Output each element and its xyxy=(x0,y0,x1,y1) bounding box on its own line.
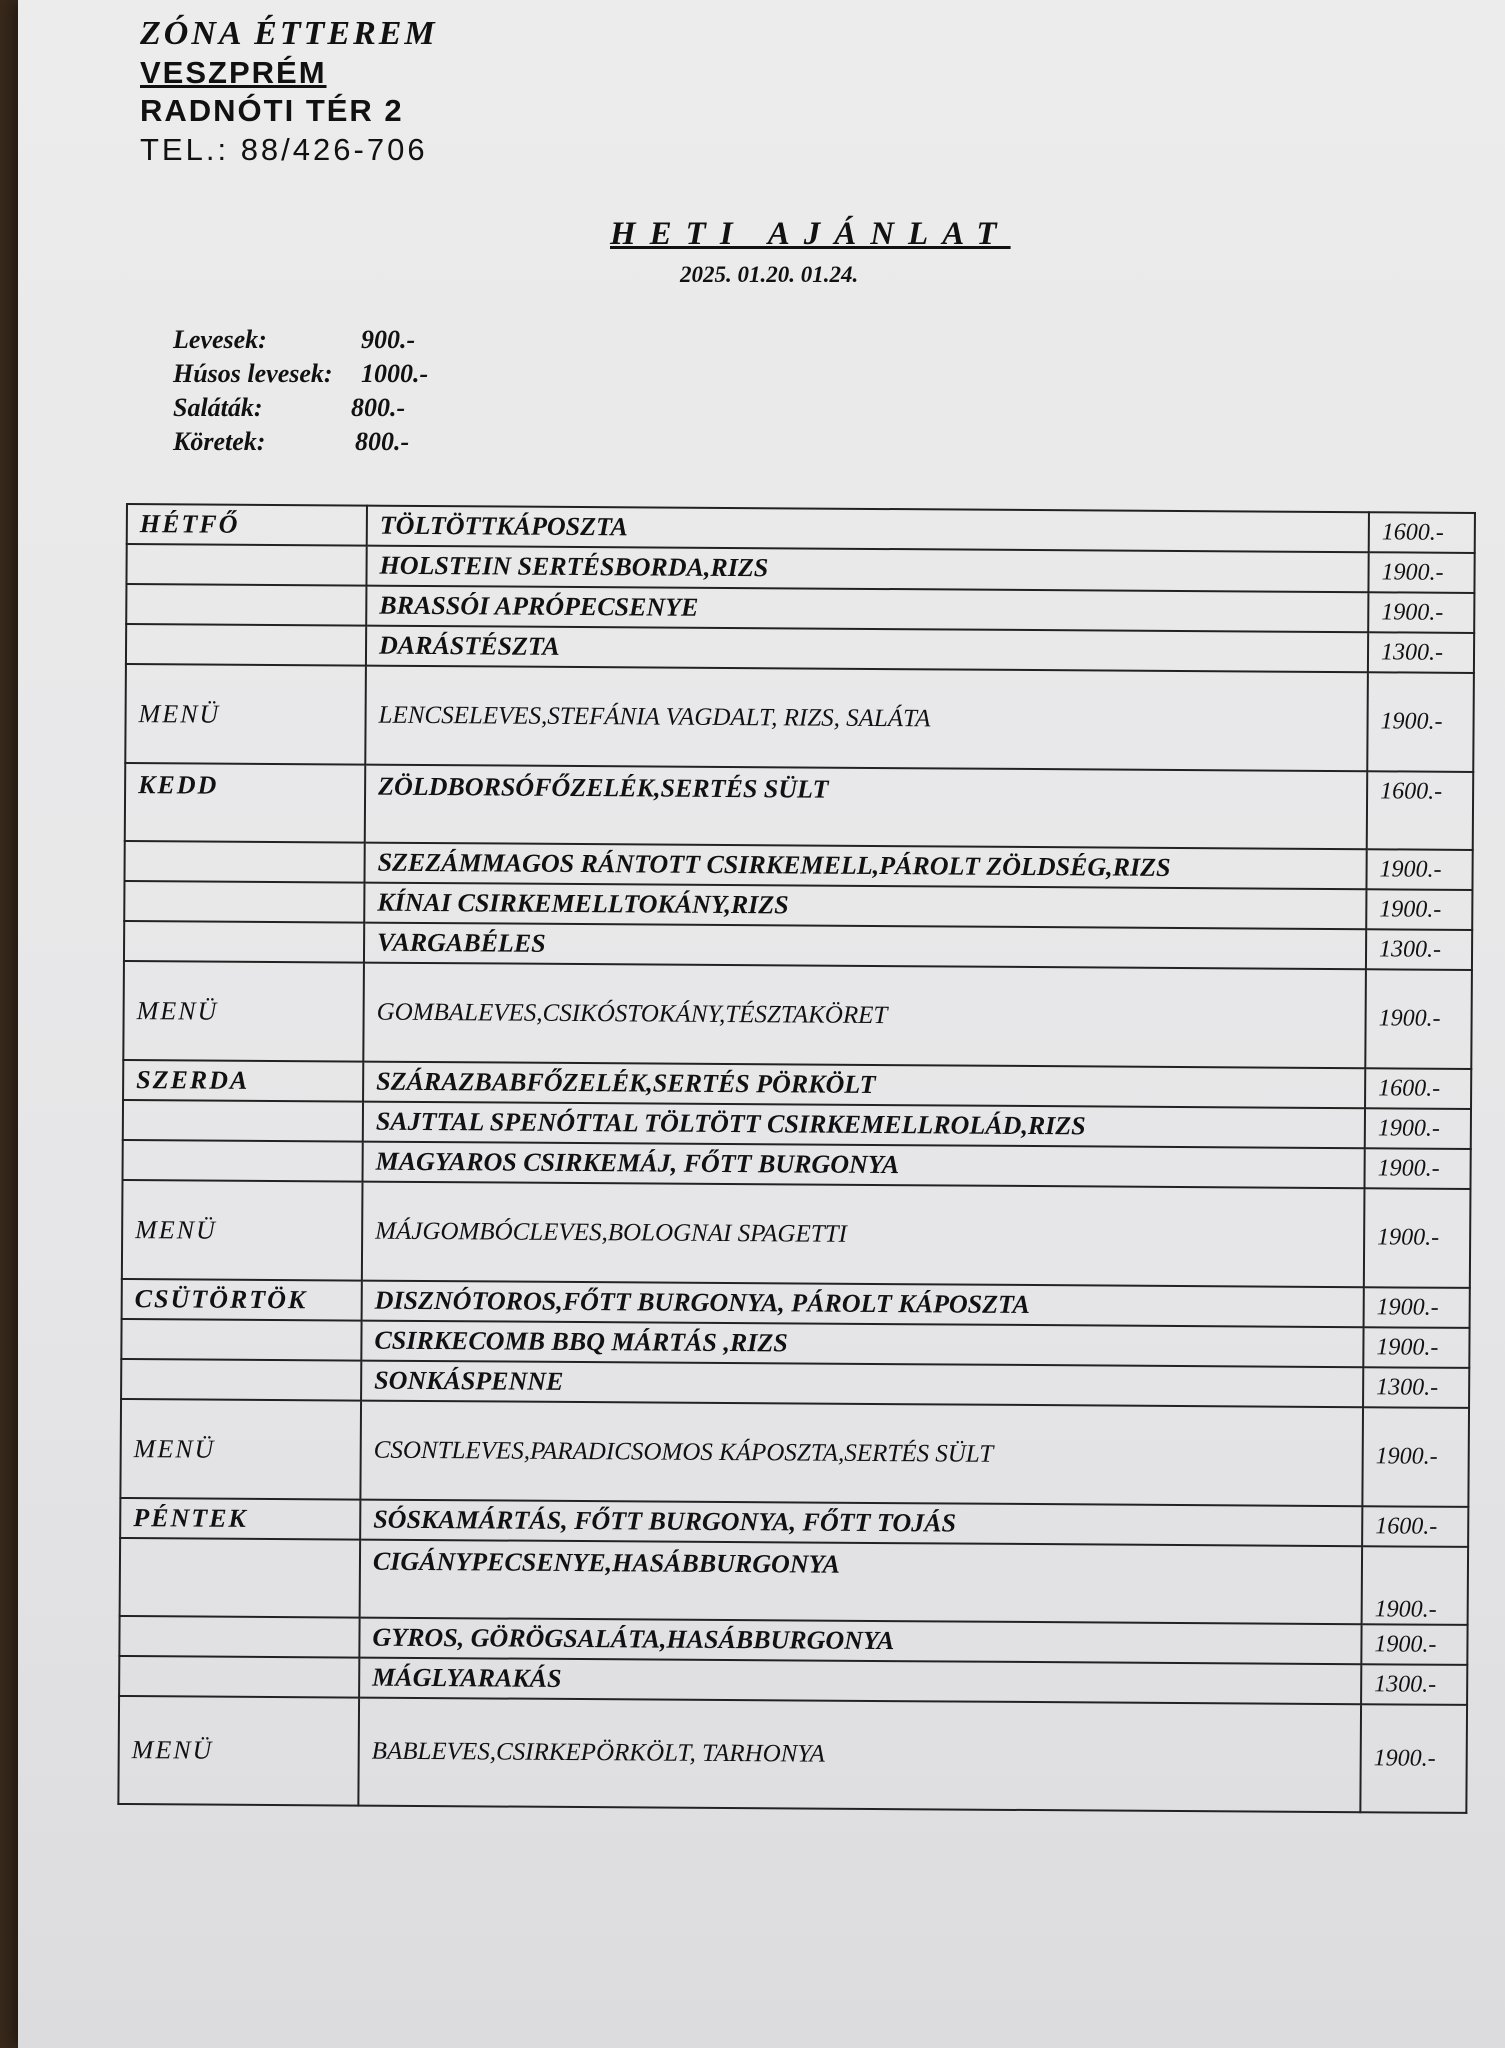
day-cell: MENÜ xyxy=(118,1696,359,1806)
dish-cell: MAGYAROS CSIRKEMÁJ, FŐTT BURGONYA xyxy=(363,1142,1365,1189)
price-cell: 1900.- xyxy=(1362,1407,1469,1507)
price-cell: 1900.- xyxy=(1365,969,1472,1069)
dish-cell: KÍNAI CSIRKEMELLTOKÁNY,RIZS xyxy=(364,883,1366,930)
day-cell xyxy=(120,1538,361,1618)
price-cell: 1600.- xyxy=(1362,1506,1468,1547)
price-cell: 1900.- xyxy=(1364,1188,1471,1288)
day-cell xyxy=(124,881,364,923)
base-price-value: 800.- xyxy=(351,393,406,422)
table-row xyxy=(125,763,1473,850)
weekly-menu-table xyxy=(117,503,1476,1814)
dish-cell: LENCSELEVES,STEFÁNIA VAGDALT, RIZS, SALÁTA xyxy=(365,666,1368,772)
dish-cell: GOMBALEVES,CSIKÓSTOKÁNY,TÉSZTAKÖRET xyxy=(363,963,1366,1069)
price-cell: 1900.- xyxy=(1363,1327,1469,1368)
price-cell: 1600.- xyxy=(1365,1068,1471,1109)
dish-cell: DARÁSTÉSZTA xyxy=(366,626,1368,673)
price-cell: 1300.- xyxy=(1366,929,1472,970)
table-row xyxy=(122,1180,1471,1288)
day-cell xyxy=(119,1656,359,1698)
day-cell xyxy=(126,584,366,626)
page-title: HETI AJÁNLAT xyxy=(610,216,1011,252)
dish-cell: SÓSKAMÁRTÁS, FŐTT BURGONYA, FŐTT TOJÁS xyxy=(360,1500,1362,1547)
day-cell: MENÜ xyxy=(122,1180,363,1281)
price-cell: 1900.- xyxy=(1366,849,1472,890)
table-row xyxy=(118,1696,1467,1813)
day-cell xyxy=(124,841,364,883)
base-price-label: Saláták: xyxy=(173,393,263,422)
table-row xyxy=(123,961,1472,1069)
day-cell xyxy=(124,921,364,963)
week-dates: 2025. 01.20. 01.24. xyxy=(680,262,859,287)
address: RADNÓTI TÉR 2 xyxy=(140,93,404,128)
day-cell xyxy=(126,544,366,586)
price-cell: 1900.- xyxy=(1367,672,1474,772)
price-cell: 1300.- xyxy=(1368,632,1474,673)
price-cell: 1900.- xyxy=(1362,1546,1469,1625)
dish-cell: SONKÁSPENNE xyxy=(361,1361,1363,1408)
day-cell: SZERDA xyxy=(123,1060,363,1102)
price-cell: 1900.- xyxy=(1368,552,1474,593)
dish-cell: DISZNÓTOROS,FŐTT BURGONYA, PÁROLT KÁPOSZTA xyxy=(362,1281,1364,1328)
price-cell: 1900.- xyxy=(1360,1704,1467,1813)
base-price-value: 800.- xyxy=(355,427,410,456)
dish-cell: CIGÁNYPECSENYE,HASÁBBURGONYA xyxy=(360,1540,1362,1625)
base-price-value: 900.- xyxy=(361,325,416,354)
day-cell xyxy=(123,1100,363,1142)
base-price-value: 1000.- xyxy=(361,359,429,388)
day-cell: MENÜ xyxy=(125,664,366,765)
day-cell xyxy=(123,1140,363,1182)
table-row xyxy=(125,664,1474,772)
price-cell: 1900.- xyxy=(1366,889,1472,930)
dish-cell: MÁGLYARAKÁS xyxy=(359,1658,1361,1705)
dish-cell: BABLEVES,CSIRKEPÖRKÖLT, TARHONYA xyxy=(358,1698,1361,1813)
price-cell: 1600.- xyxy=(1367,771,1474,850)
base-price-label: Levesek: xyxy=(173,325,267,354)
dish-cell: GYROS, GÖRÖGSALÁTA,HASÁBBURGONYA xyxy=(359,1618,1361,1665)
price-cell: 1900.- xyxy=(1368,592,1474,633)
day-cell: KEDD xyxy=(125,763,366,843)
dish-cell: TÖLTÖTTKÁPOSZTA xyxy=(367,506,1369,553)
price-cell: 1900.- xyxy=(1365,1108,1471,1149)
price-cell: 1900.- xyxy=(1364,1148,1470,1189)
restaurant-header xyxy=(140,14,438,170)
dish-cell: SZÁRAZBABFŐZELÉK,SERTÉS PÖRKÖLT xyxy=(363,1062,1365,1109)
price-cell: 1300.- xyxy=(1361,1664,1467,1705)
day-cell xyxy=(121,1319,361,1361)
day-cell xyxy=(126,624,366,666)
dish-cell: CSONTLEVES,PARADICSOMOS KÁPOSZTA,SERTÉS SÜLT xyxy=(360,1401,1363,1507)
dish-cell: ZÖLDBORSÓFŐZELÉK,SERTÉS SÜLT xyxy=(365,765,1367,850)
price-cell: 1600.- xyxy=(1369,512,1475,553)
dish-cell: BRASSÓI APRÓPECSENYE xyxy=(366,586,1368,633)
price-cell: 1300.- xyxy=(1363,1367,1469,1408)
day-cell: HÉTFŐ xyxy=(127,504,367,546)
table-row xyxy=(120,1399,1469,1507)
day-cell: MENÜ xyxy=(120,1399,361,1500)
day-cell: CSÜTÖRTÖK xyxy=(122,1279,362,1321)
table-row xyxy=(120,1538,1468,1625)
menu-sheet xyxy=(18,0,1505,2048)
day-cell: PÉNTEK xyxy=(120,1498,360,1540)
dish-cell: SAJTTAL SPENÓTTAL TÖLTÖTT CSIRKEMELLROLÁD,RIZS xyxy=(363,1102,1365,1149)
restaurant-name: ZÓNA ÉTTEREM xyxy=(140,15,438,52)
city: VESZPRÉM xyxy=(140,55,327,90)
day-cell: MENÜ xyxy=(123,961,364,1062)
dish-cell: CSIRKECOMB BBQ MÁRTÁS ,RIZS xyxy=(361,1321,1363,1368)
price-cell: 1900.- xyxy=(1364,1287,1470,1328)
dish-cell: MÁJGOMBÓCLEVES,BOLOGNAI SPAGETTI xyxy=(362,1182,1365,1288)
dish-cell: SZEZÁMMAGOS RÁNTOTT CSIRKEMELL,PÁROLT ZÖLDSÉG,RIZS xyxy=(364,843,1366,890)
price-cell: 1900.- xyxy=(1361,1624,1467,1665)
base-price-label: Húsos levesek: xyxy=(173,359,333,388)
day-cell xyxy=(121,1359,361,1401)
base-price-label: Köretek: xyxy=(173,427,266,456)
dish-cell: VARGABÉLES xyxy=(364,923,1366,970)
day-cell xyxy=(119,1616,359,1658)
dish-cell: HOLSTEIN SERTÉSBORDA,RIZS xyxy=(366,546,1368,593)
phone: TEL.: 88/426-706 xyxy=(140,132,428,167)
